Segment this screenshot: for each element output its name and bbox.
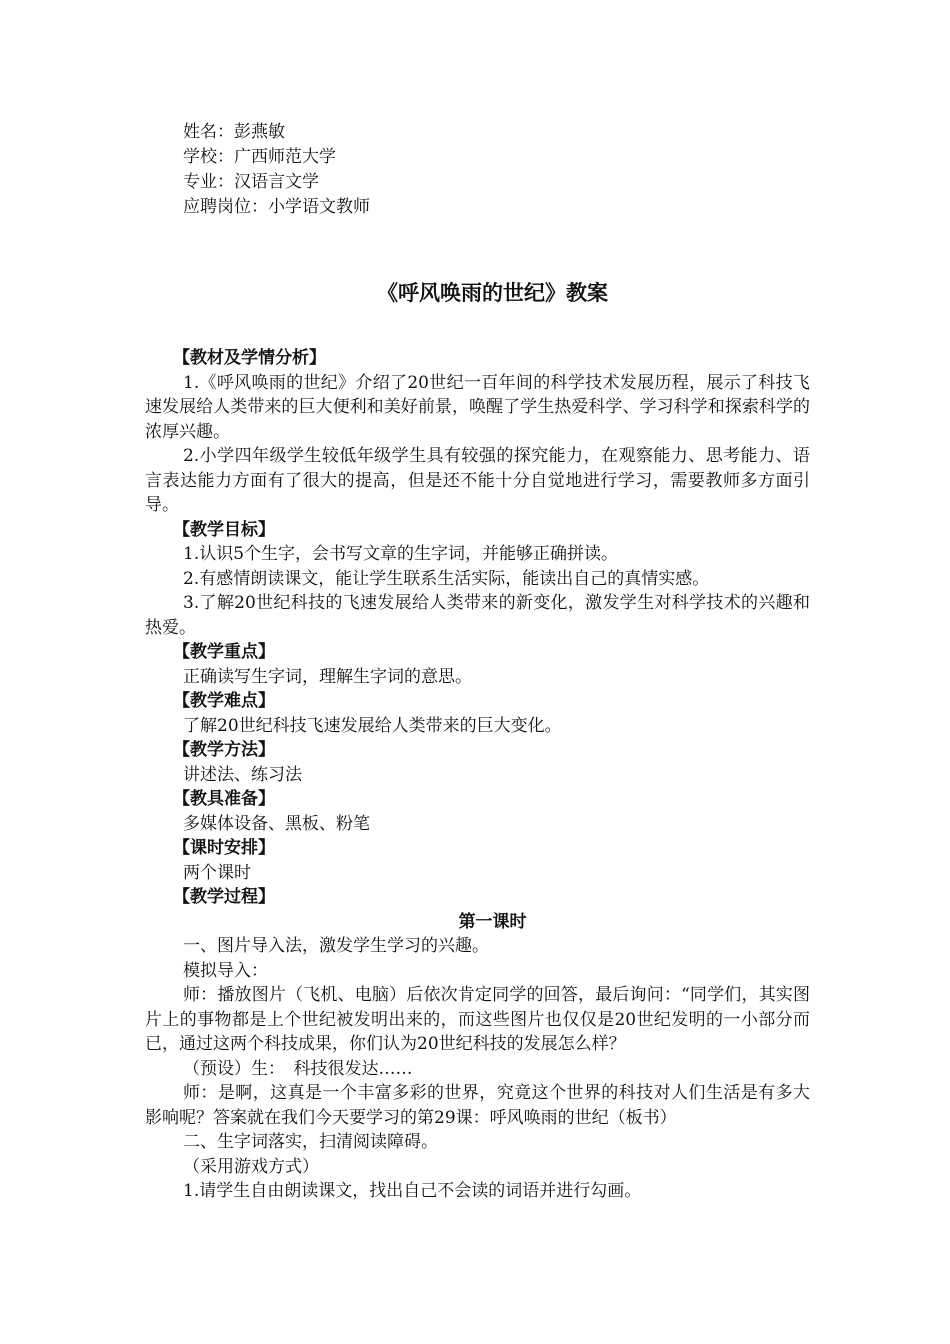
section-heading-tools: 【教具准备】 <box>173 789 275 809</box>
document-page <box>145 120 810 1204</box>
difficulty-text: 了解20世纪科技飞速发展给人类带来的巨大变化。 <box>183 715 562 736</box>
game-mode-note: （采用游戏方式） <box>183 1156 319 1177</box>
schedule-text: 两个课时 <box>183 862 251 883</box>
section-heading-key-points: 【教学重点】 <box>173 642 275 662</box>
analysis-paragraph-2: 2.小学四年级学生较低年级学生具有较强的探究能力，在观察能力、思考能力、语言表达能力方面有了很大的提高，但是还不能十分自觉地进行学习，需要教师多方面引导。 <box>145 446 810 515</box>
section-heading-method: 【教学方法】 <box>173 740 275 760</box>
applicant-info <box>145 120 810 220</box>
goal-item-3: 3.了解20世纪科技的飞速发展给人类带来的新变化，激发学生对科学技术的兴趣和热爱。 <box>145 593 810 638</box>
applicant-name: 姓名：彭燕敏 <box>183 122 285 142</box>
student-dialogue-1: （预设）生： 科技很发达…… <box>183 1058 413 1079</box>
document-title: 《呼风唤雨的世纪》教案 <box>377 280 608 305</box>
process-step-1: 一、图片导入法，激发学生学习的兴趣。 <box>183 936 489 956</box>
goal-item-1: 1.认识5个生字，会书写文章的生字词，并能够正确拼读。 <box>183 544 619 564</box>
teacher-dialogue-2: 师：是啊，这真是一个丰富多彩的世界，究竟这个世界的科技对人们生活是有多大影响呢？答案就在我们今天要学习的第29课：呼风唤雨的世纪（板书） <box>145 1083 810 1128</box>
teacher-dialogue-1: 师：播放图片（飞机、电脑）后依次肯定同学的回答，最后询问：“同学们，其实图片上的事物都是上个世纪被发明出来的，而这些图片也仅仅是20世纪发明的一小部分而已，通过这两个科技成果，你们认为20世纪科技的发展怎么样？ <box>145 985 810 1054</box>
applicant-school: 学校：广西师范大学 <box>183 147 336 167</box>
mock-intro-label: 模拟导入： <box>183 960 268 981</box>
section-heading-analysis: 【教材及学情分析】 <box>173 348 326 368</box>
section-heading-process: 【教学过程】 <box>173 887 275 907</box>
applicant-major: 专业：汉语言文学 <box>183 172 319 192</box>
section-heading-schedule: 【课时安排】 <box>173 838 275 858</box>
key-points-text: 正确读写生字词，理解生字词的意思。 <box>183 666 472 687</box>
lesson-1-heading: 第一课时 <box>458 911 527 932</box>
section-heading-goals: 【教学目标】 <box>173 519 275 540</box>
tools-text: 多媒体设备、黑板、粉笔 <box>183 813 370 834</box>
task-item-1: 1.请学生自由朗读课文，找出自己不会读的词语并进行勾画。 <box>183 1181 642 1201</box>
applicant-position: 应聘岗位：小学语文教师 <box>183 197 370 217</box>
goal-item-2: 2.有感情朗读课文，能让学生联系生活实际，能读出自己的真情实感。 <box>183 568 710 589</box>
method-text: 讲述法、练习法 <box>183 764 302 785</box>
analysis-paragraph-1: 1.《呼风唤雨的世纪》介绍了20世纪一百年间的科学技术发展历程，展示了科技飞速发展给人类带来的巨大便利和美好前景，唤醒了学生热爱科学、学习科学和探索科学的浓厚兴趣。 <box>145 372 810 442</box>
process-step-2: 二、生字词落实，扫清阅读障碍。 <box>183 1132 438 1152</box>
section-heading-difficulty: 【教学难点】 <box>173 691 275 711</box>
